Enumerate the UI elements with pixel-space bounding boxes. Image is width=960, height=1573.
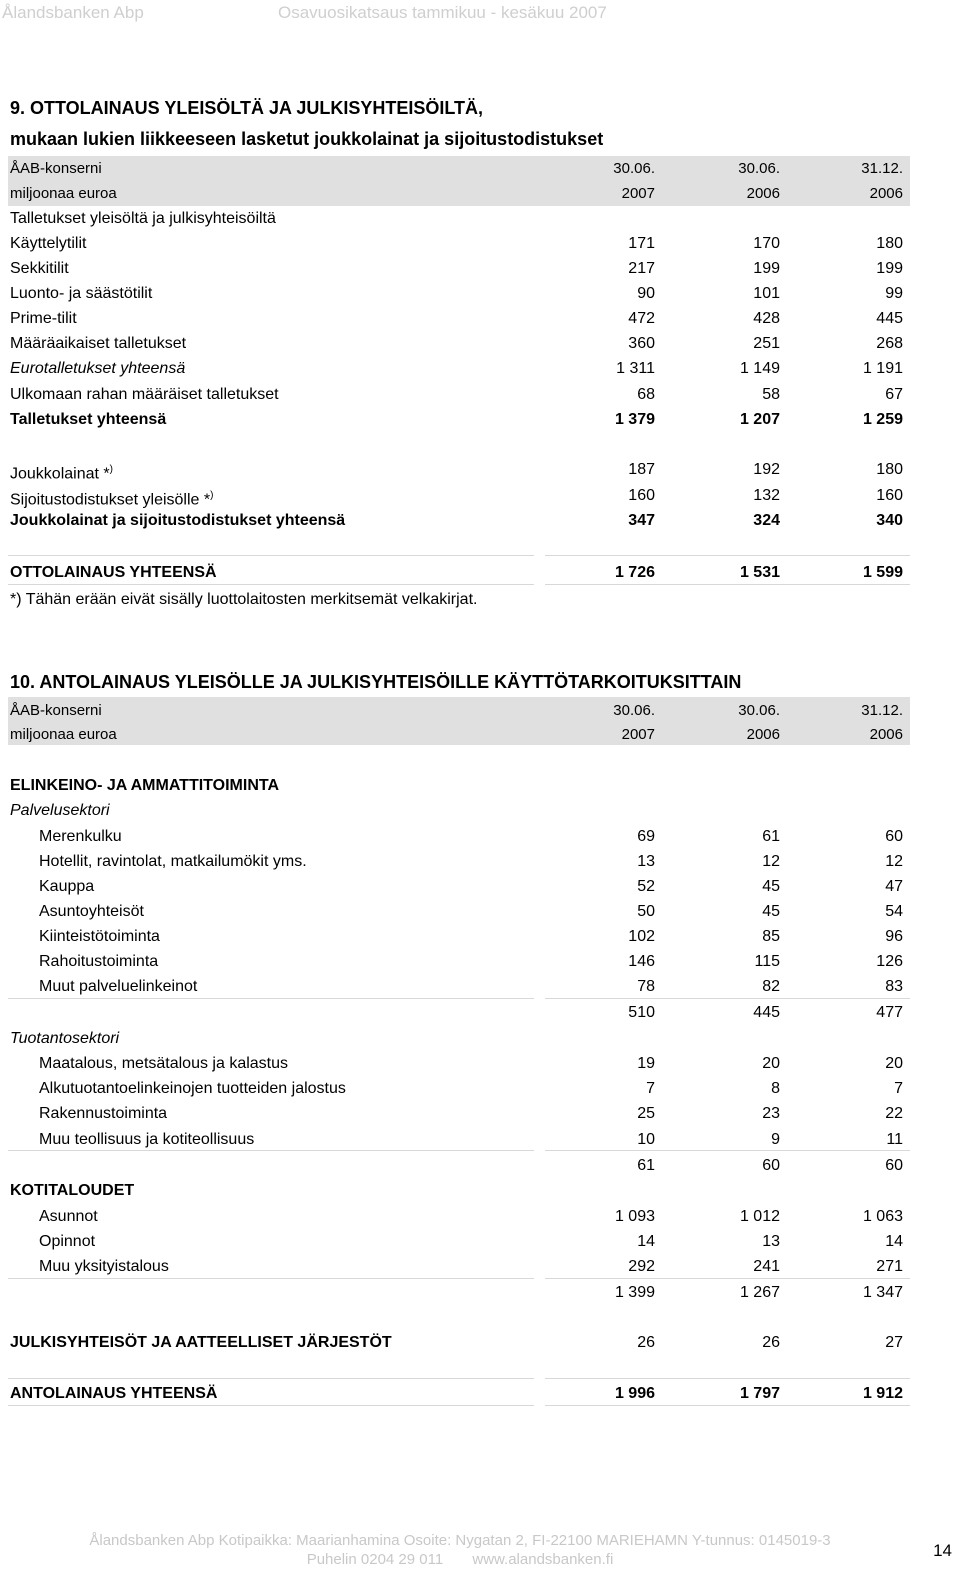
- table-row-subtotal: 510 445 477: [628, 1004, 903, 1021]
- heading-production-sector: Tuotantosektori: [10, 1030, 120, 1047]
- table-row-total: Talletukset yhteensä 1 379 1 207 1 259: [10, 411, 903, 428]
- divider: [8, 555, 534, 556]
- table-row-grand-total: ANTOLAINAUS YHTEENSÄ 1 996 1 797 1 912: [10, 1385, 903, 1402]
- table-row-public: JULKISYHTEISÖT JA AATTEELLISET JÄRJESTÖT 26 26 27: [10, 1334, 903, 1351]
- heading-service-sector: Palvelusektori: [10, 802, 110, 819]
- table-row-subtotal: Eurotalletukset yhteensä 1 311 1 149 1 191: [10, 360, 903, 377]
- table-row: Määräaikaiset talletukset 360 251 268: [10, 335, 903, 352]
- divider: [545, 1150, 910, 1151]
- divider: [545, 1378, 910, 1379]
- divider: [545, 584, 910, 585]
- table-row: Sijoitustodistukset yleisölle *) 160 132 160: [10, 487, 903, 509]
- divider: [8, 1150, 534, 1151]
- table-row: Prime-tilit 472 428 445: [10, 310, 903, 327]
- table-row: Rakennustoiminta 25 23 22: [39, 1105, 903, 1122]
- table-row: Luonto- ja säästötilit 90 101 99: [10, 285, 903, 302]
- table-row: Maatalous, metsätalous ja kalastus 19 20 20: [39, 1055, 903, 1072]
- table-row: Muut palveluelinkeinot 78 82 83: [39, 978, 903, 995]
- page-number: 14: [933, 1541, 952, 1560]
- table-row: Opinnot 14 13 14: [39, 1233, 903, 1250]
- header-report-title: Osavuosikatsaus tammikuu - kesäkuu 2007: [278, 3, 607, 22]
- section10-unit-row: miljoonaa euroa 2007 2006 2006: [10, 726, 903, 743]
- section9-group-row: ÅAB-konserni 30.06. 30.06. 31.12.: [10, 160, 903, 177]
- table-row: Kiinteistötoiminta 102 85 96: [39, 928, 903, 945]
- heading-households: KOTITALOUDET: [10, 1182, 135, 1199]
- table-row-grand-total: OTTOLAINAUS YHTEENSÄ 1 726 1 531 1 599: [10, 564, 903, 581]
- table-row: Joukkolainat *) 187 192 180: [10, 461, 903, 483]
- table-row: Muu teollisuus ja kotiteollisuus 10 9 11: [39, 1131, 903, 1148]
- table-row-subtotal: 1 399 1 267 1 347: [614, 1284, 903, 1301]
- table-row: Rahoitustoiminta 146 115 126: [39, 953, 903, 970]
- divider: [545, 555, 910, 556]
- table-row: Sekkitilit 217 199 199: [10, 260, 903, 277]
- footer-contact: Puhelin 0204 29 011 www.alandsbanken.fi: [306, 1551, 614, 1568]
- divider: [545, 998, 910, 999]
- section9-title-line2: mukaan lukien liikkeeseen lasketut joukkolainat ja sijoitustodistukset: [10, 129, 604, 149]
- section9-unit-row: miljoonaa euroa 2007 2006 2006: [10, 185, 903, 202]
- table-row-total: Joukkolainat ja sijoitustodistukset yhteensä 347 324 340: [10, 512, 903, 529]
- page-header: [0, 0, 960, 50]
- table-row: Ulkomaan rahan määräiset talletukset 68 58 67: [10, 386, 903, 403]
- divider: [545, 1278, 910, 1279]
- table-row: Muu yksityistalous 292 241 271: [39, 1258, 903, 1275]
- divider: [8, 1378, 534, 1379]
- divider: [8, 1278, 534, 1279]
- divider: [8, 584, 534, 585]
- table-row: Asuntoyhteisöt 50 45 54: [39, 903, 903, 920]
- table-row: Merenkulku 69 61 60: [39, 828, 903, 845]
- divider: [545, 1405, 910, 1406]
- table-row: Käyttelytilit 171 170 180: [10, 235, 903, 252]
- divider: [8, 1405, 534, 1406]
- table-row: Alkutuotantoelinkeinojen tuotteiden jalostus 7 8 7: [39, 1080, 903, 1097]
- table-row-subtotal: 61 60 60: [637, 1157, 903, 1174]
- table-row: Asunnot 1 093 1 012 1 063: [39, 1208, 903, 1225]
- divider: [8, 998, 534, 999]
- heading-business: ELINKEINO- JA AMMATTITOIMINTA: [10, 777, 280, 794]
- section10-group-row: ÅAB-konserni 30.06. 30.06. 31.12.: [10, 702, 903, 719]
- section10-title: 10. ANTOLAINAUS YLEISÖLLE JA JULKISYHTEISÖILLE KÄYTTÖTARKOITUKSITTAIN: [10, 672, 742, 692]
- footnote: *) Tähän erään eivät sisälly luottolaitosten merkitsemät velkakirjat.: [10, 591, 478, 608]
- section9-title-line1: 9. OTTOLAINAUS YLEISÖLTÄ JA JULKISYHTEISÖILTÄ,: [10, 98, 484, 118]
- table-row: Kauppa 52 45 47: [39, 878, 903, 895]
- table-row: Hotellit, ravintolat, matkailumökit yms. 13 12 12: [39, 853, 903, 870]
- section9-subheading: Talletukset yleisöltä ja julkisyhteisöiltä: [10, 210, 276, 227]
- header-company: Ålandsbanken Abp: [2, 3, 144, 22]
- footer-address: Ålandsbanken Abp Kotipaikka: Maarianhamina Osoite: Nygatan 2, FI-22100 MARIEHAMN Y-tunnus: 0145019-3: [89, 1532, 831, 1549]
